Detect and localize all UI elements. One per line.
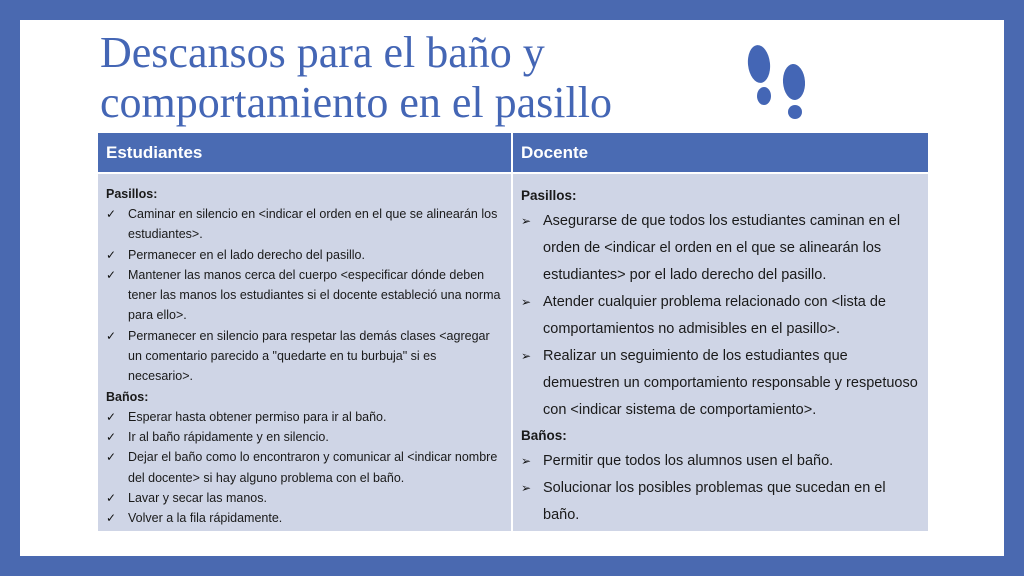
check-icon: ✓ (106, 511, 117, 526)
list-item: ✓ Ir al baño rápidamente y en silencio. (106, 427, 503, 447)
check-icon: ✓ (106, 207, 117, 221)
arrow-bullet-icon: ➢ (521, 481, 532, 495)
estudiantes-banos-list (106, 407, 503, 529)
estudiantes-cell (98, 174, 511, 531)
list-item: ✓ Caminar en silencio en <indicar el orden en el que se alinearán los estudiantes>. (106, 204, 503, 245)
arrow-bullet-icon: ➢ (521, 454, 532, 468)
footprints-icon (742, 40, 822, 120)
arrow-bullet-icon: ➢ (521, 349, 532, 363)
docente-pasillos-label: Pasillos: (521, 188, 577, 203)
behavior-table (98, 133, 928, 531)
list-item: ➢ Atender cualquier problema relacionado con <lista de comportamientos no admisibles en el pasillo>. (521, 289, 920, 343)
estudiantes-banos-label: Baños: (106, 389, 149, 404)
list-item: ✓ Mantener las manos cerca del cuerpo <especificar dónde deben tener las manos los estudiantes si el docente estableció una norma para ello>. (106, 265, 503, 326)
check-icon: ✓ (106, 247, 117, 262)
title-line-1: Descansos para el baño y (100, 28, 545, 77)
check-icon: ✓ (106, 328, 117, 343)
column-header-docente: Docente (513, 133, 928, 172)
list-item: ➢ Solucionar los posibles problemas que sucedan en el baño. (521, 475, 920, 529)
arrow-bullet-icon: ➢ (521, 214, 532, 228)
title-line-2: comportamiento en el pasillo (100, 78, 612, 127)
list-item: ✓ Lavar y secar las manos. (106, 488, 503, 508)
arrow-bullet-icon: ➢ (521, 295, 532, 309)
estudiantes-pasillos-list (106, 204, 503, 387)
slide (20, 20, 1004, 556)
docente-pasillos-list (521, 208, 920, 424)
check-icon: ✓ (106, 450, 117, 465)
page-title (100, 28, 612, 128)
docente-cell (513, 174, 928, 531)
check-icon: ✓ (106, 429, 117, 444)
list-item: ➢ Permitir que todos los alumnos usen el baño. (521, 448, 920, 475)
list-item: ➢ Realizar un seguimiento de los estudiantes que demuestren un comportamiento responsable y respetuoso con <indicar sistema de comportamiento>. (521, 343, 920, 424)
check-icon: ✓ (106, 409, 117, 424)
list-item: ✓ Dejar el baño como lo encontraron y comunicar al <indicar nombre del docente> si hay alguno problema con el baño. (106, 447, 503, 488)
estudiantes-pasillos-label: Pasillos: (106, 187, 158, 201)
list-item: ➢ Asegurarse de que todos los estudiantes caminan en el orden de <indicar el orden en el que se alinearán los estudiantes> por el lado derecho del pasillo. (521, 208, 920, 289)
docente-banos-label: Baños: (521, 428, 567, 443)
docente-banos-list (521, 448, 920, 529)
check-icon: ✓ (106, 490, 117, 505)
list-item: ✓ Esperar hasta obtener permiso para ir al baño. (106, 407, 503, 427)
column-header-estudiantes: Estudiantes (98, 133, 511, 172)
list-item: ✓ Permanecer en silencio para respetar las demás clases <agregar un comentario parecido a "quedarte en tu burbuja" si es necesario>. (106, 326, 503, 387)
list-item: ✓ Volver a la fila rápidamente. (106, 508, 503, 528)
check-icon: ✓ (106, 267, 117, 282)
list-item: ✓ Permanecer en el lado derecho del pasillo. (106, 245, 503, 265)
